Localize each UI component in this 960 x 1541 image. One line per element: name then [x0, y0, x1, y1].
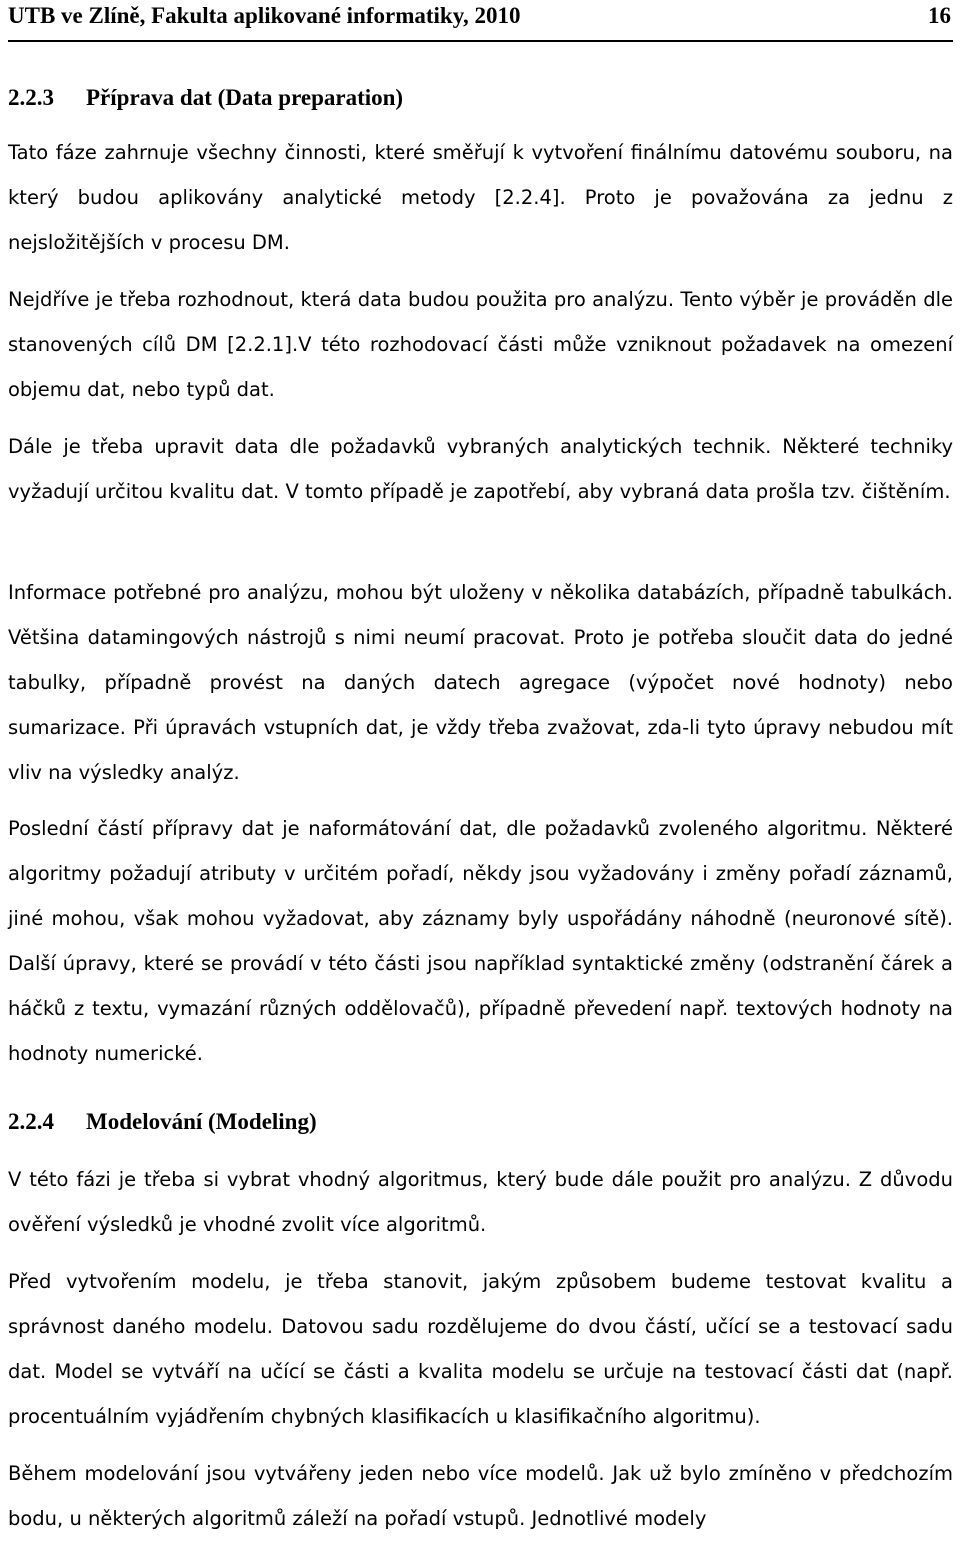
- section-number: 2.2.4: [8, 1109, 54, 1134]
- page-header: [8, 0, 953, 42]
- section-title: Modelování (Modeling): [86, 1109, 317, 1134]
- section-title: Příprava dat (Data preparation): [86, 85, 404, 110]
- paragraph: V této fázi je třeba si vybrat vhodný algoritmus, který bude dále použit pro analýzu. Z důvodu ověření výsledků je vhodné zvolit více algoritmů.: [8, 1168, 953, 1236]
- section-number: 2.2.3: [8, 85, 54, 110]
- section-heading-2-2-4: [8, 1107, 317, 1137]
- section-heading-2-2-3: [8, 83, 403, 113]
- page-number: 16: [928, 3, 951, 28]
- paragraph: Před vytvořením modelu, je třeba stanovit, jakým způsobem budeme testovat kvalitu a správnost daného modelu. Datovou sadu rozdělujeme do dvou částí, učící se a testovací sadu dat. Model se vytváří na učící se části a kvalita modelu se určuje na testovací části dat (např. procentuálním vyjádřením chybných klasifikacích u klasifikačního algoritmu).: [8, 1270, 953, 1428]
- paragraph: Poslední částí přípravy dat je naformátování dat, dle požadavků zvoleného algoritmu. Některé algoritmy požadují atributy v určitém pořadí, někdy jsou vyžadovány i změny pořadí záznamů, jiné mohou, však mohou vyžadovat, aby záznamy byly uspořádány náhodně (neuronové sítě). Další úpravy, které se provádí v této části jsou například syntaktické změny (odstranění čárek a háčků z textu, vymazání různých oddělovačů), případně převedení např. textových hodnoty na hodnoty numerické.: [8, 817, 953, 1065]
- paragraph: Informace potřebné pro analýzu, mohou být uloženy v několika databázích, případně tabulkách. Většina datamingových nástrojů s nimi neumí pracovat. Proto je potřeba sloučit data do jedné tabulky, případně provést na daných datech agregace (výpočet nové hodnoty) nebo sumarizace. Při úpravách vstupních dat, je vždy třeba zvažovat, zda-li tyto úpravy nebudou mít vliv na výsledky analýz.: [8, 581, 953, 784]
- paragraph: Během modelování jsou vytvářeny jeden nebo více modelů. Jak už bylo zmíněno v předchozím bodu, u některých algoritmů záleží na pořadí vstupů. Jednotlivé modely: [8, 1462, 953, 1530]
- header-title: UTB ve Zlíně, Fakulta aplikované informatiky, 2010: [8, 3, 521, 28]
- paragraph: Dále je třeba upravit data dle požadavků vybraných analytických technik. Některé techniky vyžadují určitou kvalitu dat. V tomto případě je zapotřebí, aby vybraná data prošla tzv. čištěním.: [8, 435, 953, 503]
- paragraph: Tato fáze zahrnuje všechny činnosti, které směřují k vytvoření finálnímu datovému souboru, na který budou aplikovány analytické metody [2.2.4]. Proto je považována za jednu z nejsložitějších v procesu DM.: [8, 141, 953, 254]
- paragraph: Nejdříve je třeba rozhodnout, která data budou použita pro analýzu. Tento výběr je prováděn dle stanovených cílů DM [2.2.1].V této rozhodovací části může vzniknout požadavek na omezení objemu dat, nebo typů dat.: [8, 288, 953, 401]
